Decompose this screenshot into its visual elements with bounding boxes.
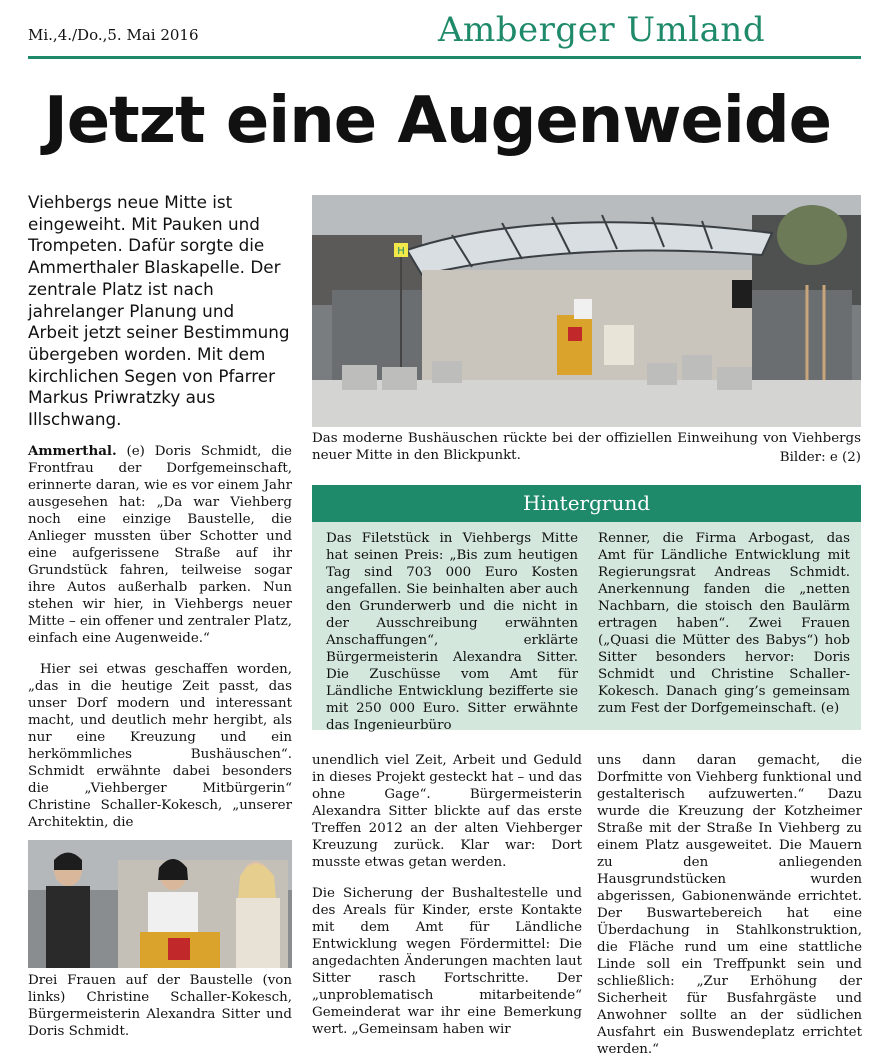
- article-column-2: [312, 752, 582, 1038]
- paragraph: [28, 443, 292, 647]
- article-column-3: [597, 752, 862, 1058]
- three-women-photo: [28, 840, 292, 968]
- article-headline: Jetzt eine Augenweide: [43, 84, 832, 158]
- paragraph: unendlich viel Zeit, Arbeit und Geduld in dieses Projekt gesteckt hat – und das ohne Gage“. Bürgermeisterin Alexandra Sitter blickte auf das erste Treffen 2012 an der alten Viehberger Kreuzung zurück. Klar war: Dort musste etwas getan werden.: [312, 753, 582, 870]
- background-box: [312, 485, 861, 733]
- three-women-photo-drawing: [28, 840, 292, 968]
- paragraph: Die Sicherung der Bushaltestelle und des Areals für Kinder, erste Kontakte mit dem Amt für Ländliche Entwicklung wegen Fördermittel: Die angedachten Änderungen machten laut Sitter rasch Fortschritte. Der „unproblematisch mitarbeitende“ Gemeinderat war ihr eine Bemerkung wert. „Gemeinsam haben wir: [312, 886, 582, 1037]
- photo-credit: Bilder: e (2): [779, 450, 861, 465]
- paragraph-text: (e) Doris Schmidt, die Frontfrau der Dorfgemeinschaft, erinnerte daran, wie es vor einem Jahr ausgesehen hat: „Da war Viehberg noch eine einzige Baustelle, die Anlieger mussten über Schotter und eine aufgerissene Straße auf ihr Grundstück fahren, teilweise sogar ihre Autos außerhalb parken. Nun stehen wir hier, in Viehbergs neuer Mitte – ein offener und zentraler Platz, einfach eine Augenweide.“: [28, 444, 292, 646]
- dateline: Ammerthal.: [28, 443, 117, 459]
- paragraph: uns dann daran gemacht, die Dorfmitte von Viehberg funktional und gestalterisch aufzuwerten.“ Dazu wurde die Kreuzung der Kotzheimer Straße mit der Straße In Viehberg zu einem Platz ausgeweitet. Die Mauern zu den anliegenden Hausgrundstücken wurden abgerissen, Gabionenwände errichtet. Der Buswartebereich hat eine Überdachung in Stahlkonstruktion, die Fläche rund um eine stattliche Linde soll ein Treffpunkt sein und schließlich: „Zur Erhöhung der Sicherheit für Busfahrgäste und Anwohner sollte an der südlichen Ausfahrt ein Buswendeplatz errichtet werden.“: [597, 753, 862, 1057]
- background-box-column-2: Renner, die Firma Arbogast, das Amt für Ländliche Entwicklung mit Regierungsrat Andreas Schmidt. Anerkennung fanden die „netten Nachbarn, die stoisch den Baulärm ertragen haben“. Zwei Frauen („Quasi die Mütter des Babys“) hob Sitter besonders hervor: Doris Schmidt und Christine Schaller-Kokesch. Danach ging’s gemeinsam zum Fest der Dorfgemeinschaft. (e): [598, 531, 850, 716]
- paragraph: Hier sei etwas geschaffen worden, „das in die heutige Zeit passt, das unser Dorf modern und interessant macht, und deutlich mehr hergibt, als nur eine Kreuzung und ein herkömmliches Bushäuschen“. Schmidt erwähnte dabei besonders die „Viehberger Mitbürgerin“ Christine Schaller-Kokesch, „unserer Architektin, die: [28, 662, 292, 830]
- article-column-1: [28, 443, 292, 831]
- section-title: Amberger Umland: [438, 10, 766, 50]
- bus-shelter-photo-drawing: [312, 195, 861, 427]
- bus-shelter-photo: [312, 195, 861, 427]
- article-lead: Viehbergs neue Mitte ist eingeweiht. Mit Pauken und Trompeten. Dafür sorgte die Ammerthaler Blaskapelle. Der zentrale Platz ist nach jahrelanger Planung und Arbeit jetzt seiner Bestimmung übergeben worden. Mit dem kirchlichen Segen von Pfarrer Markus Priwratzky aus Illschwang.: [28, 192, 290, 430]
- header-rule: [28, 56, 861, 59]
- small-photo-caption: Drei Frauen auf der Baustelle (von links) Christine Schaller-Kokesch, Bürgermeisterin Alexandra Sitter und Doris Schmidt.: [28, 973, 292, 1039]
- issue-date: Mi.,4./Do.,5. Mai 2016: [28, 26, 199, 44]
- background-box-title: Hintergrund: [312, 485, 861, 522]
- bus-stop-sign: H: [397, 246, 405, 257]
- photo-caption: Das moderne Bushäuschen rückte bei der offiziellen Einweihung von Viehbergs neuer Mitte in den Blickpunkt.: [312, 431, 861, 463]
- background-box-column-1: Das Filetstück in Viehbergs Mitte hat seinen Preis: „Bis zum heutigen Tag sind 703 000 Euro Kosten angefallen. Sie beinhalten aber auch den Grunderwerb und die nicht in der Ausschreibung erwähnten Anschaffungen“, erklärte Bürgermeisterin Alexandra Sitter. Die Zuschüsse vom Amt für Ländliche Entwicklung bezifferte sie mit 250 000 Euro. Sitter erwähnte das Ingenieurbüro: [326, 531, 578, 733]
